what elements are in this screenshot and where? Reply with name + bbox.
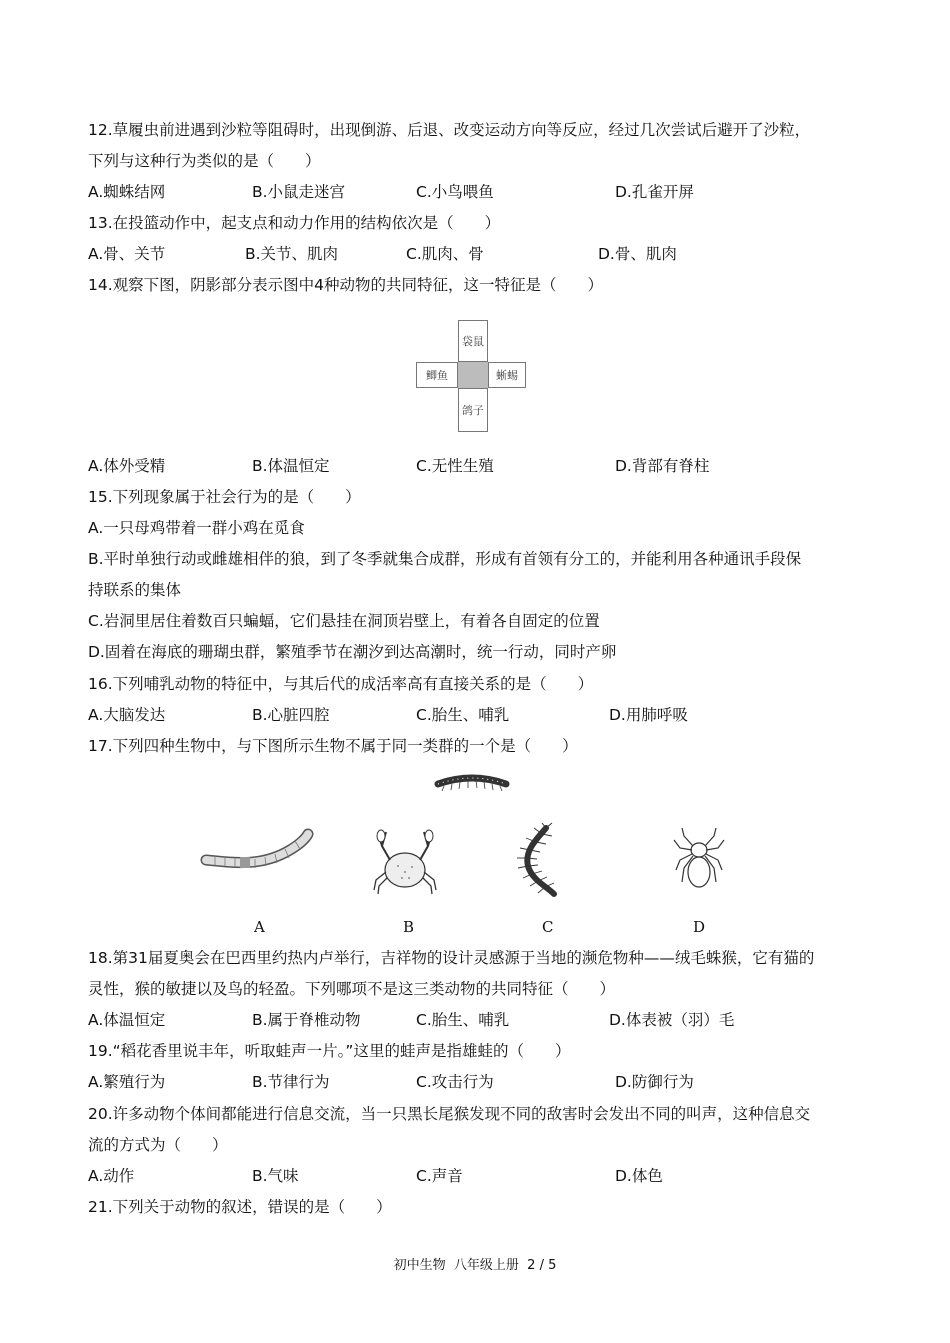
q20-option-c: C.声音	[416, 1167, 463, 1185]
q15-stem: 15.下列现象属于社会行为的是（ ）	[88, 488, 361, 506]
q12-option-b: B.小鼠走迷宫	[252, 183, 346, 201]
q20-option-b: B.气味	[252, 1167, 299, 1185]
q15-option-c: C.岩洞里居住着数百只蝙蝠，它们悬挂在洞顶岩壁上，有着各自固定的位置	[88, 612, 600, 630]
q17-label-b: B	[403, 918, 415, 936]
q18-stem-line1: 18.第31届夏奥会在巴西里约热内卢举行，吉祥物的设计灵感源于当地的濒危物种——绒毛蛛猴，它有猫的	[88, 949, 815, 967]
q14-cell-top: 袋鼠	[458, 320, 488, 362]
q18-option-c: C.胎生、哺乳	[416, 1011, 510, 1029]
q13-option-d: D.骨、肌肉	[598, 245, 677, 263]
q17-stem: 17.下列四种生物中，与下图所示生物不属于同一类群的一个是（ ）	[88, 737, 578, 755]
q20-option-a: A.动作	[88, 1167, 135, 1185]
q19-stem: 19.“稻花香里说丰年，听取蛙声一片。”这里的蛙声是指雄蛙的（ ）	[88, 1042, 571, 1060]
q17-option-a-earthworm-image	[200, 828, 316, 872]
q14-option-b: B.体温恒定	[252, 457, 330, 475]
q16-option-b: B.心脏四腔	[252, 706, 330, 724]
q17-reference-millipede-image	[432, 770, 512, 792]
q14-cell-left: 鲫鱼	[416, 362, 458, 388]
q13-option-b: B.关节、肌肉	[245, 245, 339, 263]
q14-shaded-center	[458, 362, 488, 388]
q16-option-d: D.用肺呼吸	[609, 706, 688, 724]
q14-option-a: A.体外受精	[88, 457, 166, 475]
q13-stem: 13.在投篮动作中，起支点和动力作用的结构依次是（ ）	[88, 214, 501, 232]
q14-option-d: D.背部有脊柱	[615, 457, 710, 475]
q17-label-d: D	[693, 918, 706, 936]
q12-stem-line1: 12.草履虫前进遇到沙粒等阻碍时，出现倒游、后退、改变运动方向等反应，经过几次尝试后避开了沙粒，	[88, 121, 811, 139]
page-footer: 初中生物 八年级上册 2 / 5	[393, 1258, 557, 1273]
q13-option-c: C.肌肉、骨	[406, 245, 484, 263]
q17-label-c: C	[542, 918, 554, 936]
q18-option-b: B.属于脊椎动物	[252, 1011, 361, 1029]
q12-option-a: A.蜘蛛结网	[88, 183, 166, 201]
q19-option-c: C.攻击行为	[416, 1073, 494, 1091]
q13-option-a: A.骨、关节	[88, 245, 166, 263]
q19-option-d: D.防御行为	[615, 1073, 694, 1091]
q19-option-b: B.节律行为	[252, 1073, 330, 1091]
q15-option-d: D.固着在海底的珊瑚虫群，繁殖季节在潮汐到达高潮时，统一行动，同时产卵	[88, 643, 617, 661]
q16-option-a: A.大脑发达	[88, 706, 166, 724]
q14-venn-cross-figure	[414, 318, 528, 432]
q20-stem-line2: 流的方式为（ ）	[88, 1136, 228, 1154]
q17-option-b-crab-image	[372, 826, 438, 896]
q19-option-a: A.繁殖行为	[88, 1073, 166, 1091]
q14-stem: 14.观察下图，阴影部分表示图中4种动物的共同特征，这一特征是（ ）	[88, 276, 604, 294]
q14-cell-right: 蜥蜴	[488, 362, 526, 388]
q16-option-c: C.胎生、哺乳	[416, 706, 510, 724]
q12-option-d: D.孔雀开屏	[615, 183, 694, 201]
q18-stem-line2: 灵性，猴的敏捷以及鸟的轻盈。下列哪项不是这三类动物的共同特征（ ）	[88, 980, 616, 998]
q14-cell-bottom: 鸽子	[458, 388, 488, 432]
q12-stem-line2: 下列与这种行为类似的是（ ）	[88, 152, 321, 170]
q15-option-a: A.一只母鸡带着一群小鸡在觅食	[88, 519, 305, 537]
q21-stem: 21.下列关于动物的叙述，错误的是（ ）	[88, 1198, 392, 1216]
q14-option-c: C.无性生殖	[416, 457, 494, 475]
q20-stem-line1: 20.许多动物个体间都能进行信息交流，当一只黑长尾猴发现不同的敌害时会发出不同的叫声，这种信息交	[88, 1105, 811, 1123]
q12-option-c: C.小鸟喂鱼	[416, 183, 494, 201]
q18-option-a: A.体温恒定	[88, 1011, 166, 1029]
q20-option-d: D.体色	[615, 1167, 663, 1185]
q17-label-a: A	[254, 918, 265, 936]
q17-option-c-centipede-image	[512, 822, 564, 898]
q15-option-b-line2: 持联系的集体	[88, 581, 182, 599]
q15-option-b-line1: B.平时单独行动或雌雄相伴的狼，到了冬季就集合成群，形成有首领有分工的，并能利用各种通讯手段保	[88, 550, 802, 568]
q18-option-d: D.体表被（羽）毛	[609, 1011, 735, 1029]
q17-option-d-spider-image	[670, 826, 728, 896]
q16-stem: 16.下列哺乳动物的特征中，与其后代的成活率高有直接关系的是（ ）	[88, 675, 594, 693]
